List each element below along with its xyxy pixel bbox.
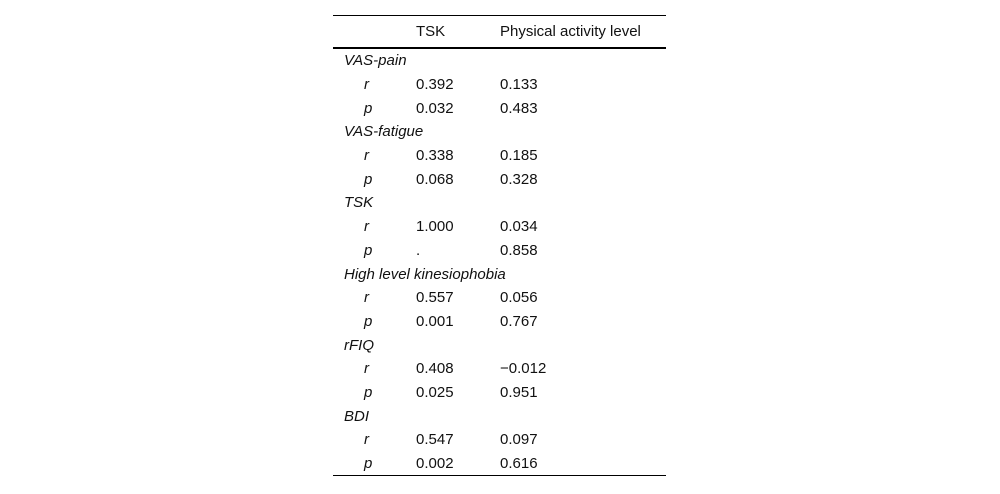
tsk-value: 1.000 <box>416 218 454 236</box>
stat-label: p <box>364 241 373 259</box>
table-row <box>333 167 666 191</box>
header-physical-activity-level: Physical activity level <box>500 16 666 49</box>
stat-label: r <box>364 147 369 165</box>
table-header <box>333 16 666 49</box>
stat-label: r <box>364 218 369 236</box>
stat-label: p <box>364 170 373 188</box>
pal-value: 0.951 <box>500 383 538 401</box>
tsk-value: 0.002 <box>416 452 500 476</box>
tsk-value: . <box>416 241 421 259</box>
pal-value: 0.328 <box>500 170 538 188</box>
correlation-table-container <box>333 15 666 476</box>
table-row <box>333 73 666 97</box>
table-row <box>333 239 666 263</box>
pal-value: 0.483 <box>500 99 538 117</box>
stat-label: p <box>364 99 373 117</box>
pal-value: 0.616 <box>500 452 666 476</box>
pal-value: −0.012 <box>500 360 547 378</box>
tsk-value: 0.557 <box>416 289 454 307</box>
group-label: TSK <box>344 194 374 212</box>
group-label: rFIQ <box>344 336 374 354</box>
stat-label: p <box>333 452 416 476</box>
tsk-value: 0.392 <box>416 76 454 94</box>
group-row-tsk <box>333 191 666 215</box>
group-row-vas-pain <box>333 48 666 73</box>
group-row-high-level-kinesiophobia <box>333 262 666 286</box>
group-label: High level kinesiophobia <box>344 265 506 283</box>
stat-label: p <box>364 312 373 330</box>
pal-value: 0.185 <box>500 147 538 165</box>
tsk-value: 0.001 <box>416 312 454 330</box>
stat-label: r <box>364 289 369 307</box>
table-row <box>333 96 666 120</box>
tsk-value: 0.068 <box>416 170 454 188</box>
table-row <box>333 310 666 334</box>
tsk-value: 0.032 <box>416 99 454 117</box>
table-row <box>333 215 666 239</box>
table-row <box>333 286 666 310</box>
header-empty-cell <box>333 16 416 49</box>
tsk-value: 0.408 <box>416 360 454 378</box>
tsk-value: 0.338 <box>416 147 454 165</box>
group-row-vas-fatigue <box>333 120 666 144</box>
stat-label: r <box>364 360 369 378</box>
pal-value: 0.133 <box>500 76 538 94</box>
pal-value: 0.056 <box>500 289 538 307</box>
pal-value: 0.858 <box>500 241 538 259</box>
table-body <box>333 48 666 476</box>
stat-label: r <box>364 431 369 449</box>
table-row <box>333 381 666 405</box>
table-row <box>333 357 666 381</box>
pal-value: 0.034 <box>500 218 538 236</box>
tsk-value: 0.547 <box>416 431 454 449</box>
header-tsk: TSK <box>416 16 500 49</box>
group-label: VAS-fatigue <box>344 123 424 141</box>
group-row-bdi <box>333 404 666 428</box>
table-row <box>333 452 666 476</box>
correlation-table <box>333 15 666 476</box>
tsk-value: 0.025 <box>416 383 454 401</box>
pal-value: 0.097 <box>500 431 538 449</box>
group-label: BDI <box>344 407 370 425</box>
stat-label: p <box>364 383 373 401</box>
group-label: VAS-pain <box>344 52 407 70</box>
group-row-rfiq <box>333 333 666 357</box>
table-row <box>333 428 666 452</box>
header-row <box>333 16 666 49</box>
stat-label: r <box>364 76 369 94</box>
table-row <box>333 144 666 168</box>
pal-value: 0.767 <box>500 312 538 330</box>
